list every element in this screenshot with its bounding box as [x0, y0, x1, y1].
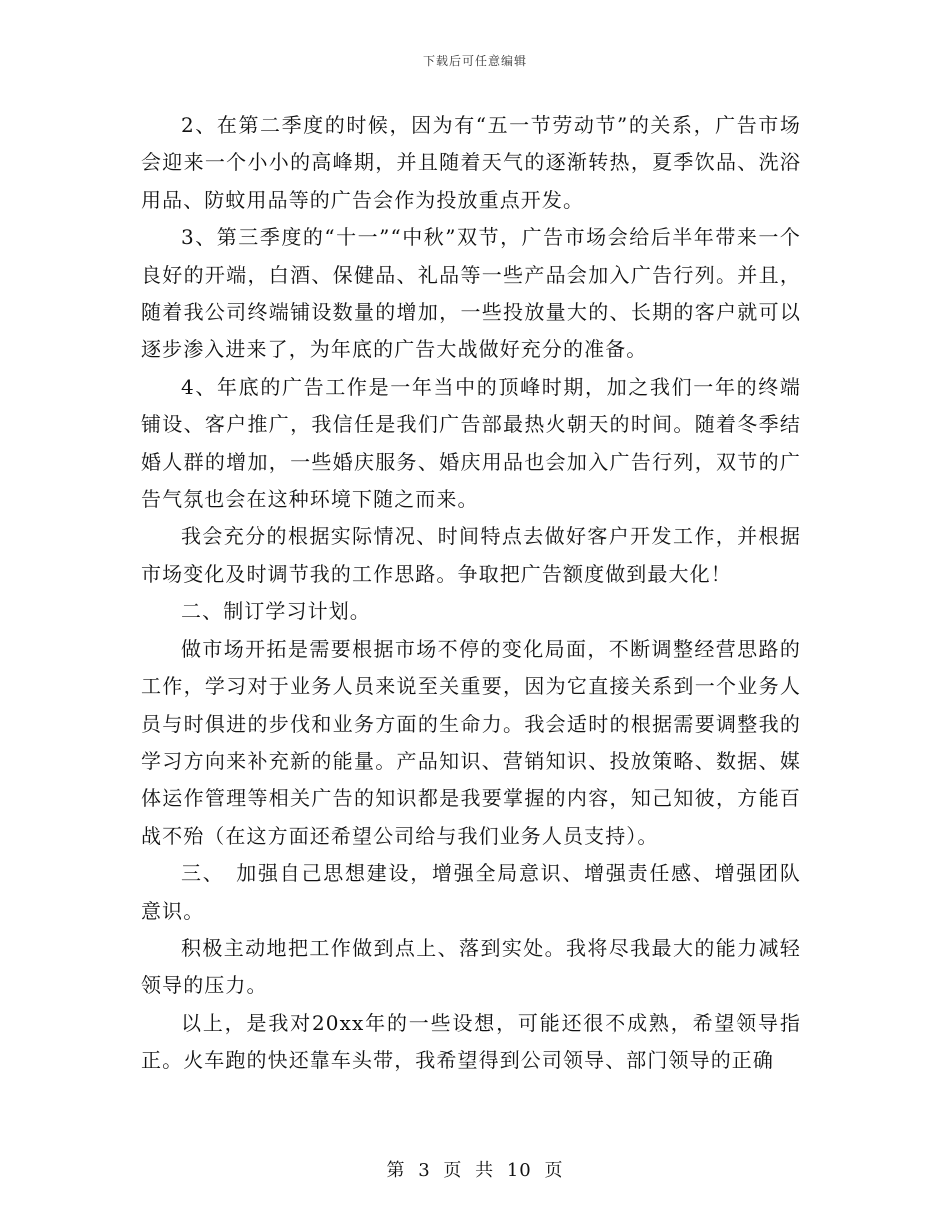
paragraph-year-end: 4、年底的广告工作是一年当中的顶峰时期，加之我们一年的终端铺设、客户推广，我信任是我们广告部最热火朝天的时间。随着冬季结婚人群的增加，一些婚庆服务、婚庆用品也会加入广告行列，双节的广告气氛也会在这种环境下随之而来。 [141, 374, 801, 512]
section-heading-study-plan: 二、制订学习计划。 [181, 599, 371, 624]
paragraph-study-plan: 做市场开拓是需要根据市场不停的变化局面，不断调整经营思路的工作，学习对于业务人员来说至关重要，因为它直接关系到一个业务人员与时俱进的步伐和业务方面的生命力。我会适时的根据需要调整我的学习方向来补充新的能量。产品知识、营销知识、投放策略、数据、媒体运作管理等相关广告的知识都是我要掌握的内容，知己知彼，方能百战不殆（在这方面还希望公司给与我们业务人员支持）。 [141, 636, 801, 848]
header-note: 下载后可任意编辑 [422, 54, 527, 68]
section-heading-self-improvement: 三、 加强自己思想建设，增强全局意识、增强责任感、增强团队意识。 [141, 861, 801, 923]
paragraph-conclusion: 以上，是我对20xx年的一些设想，可能还很不成熟，希望领导指正。火车跑的快还靠车头带，我希望得到公司领导、部门领导的正确 [141, 1010, 801, 1073]
paragraph-q2: 2、在第二季度的时候，因为有“五一节劳动节”的关系，广告市场会迎来一个小小的高峰期，并且随着天气的逐渐转热，夏季饮品、洗浴用品、防蚊用品等的广告会作为投放重点开发。 [141, 113, 801, 212]
page-number: 第 3 页 共 10 页 [386, 1160, 564, 1181]
paragraph-client-development: 我会充分的根据实际情况、时间特点去做好客户开发工作，并根据市场变化及时调节我的工作思路。争取把广告额度做到最大化！ [141, 524, 801, 586]
paragraph-q3: 3、第三季度的“十一”“中秋”双节，广告市场会给后半年带来一个良好的开端，白酒、保健品、礼品等一些产品会加入广告行列。并且，随着我公司终端铺设数量的增加，一些投放量大的、长期的客户就可以逐步渗入进来了，为年底的广告大战做好充分的准备。 [141, 225, 801, 362]
document-body [141, 107, 801, 1080]
paragraph-proactive-work: 积极主动地把工作做到点上、落到实处。我将尽我最大的能力减轻领导的压力。 [141, 935, 801, 998]
